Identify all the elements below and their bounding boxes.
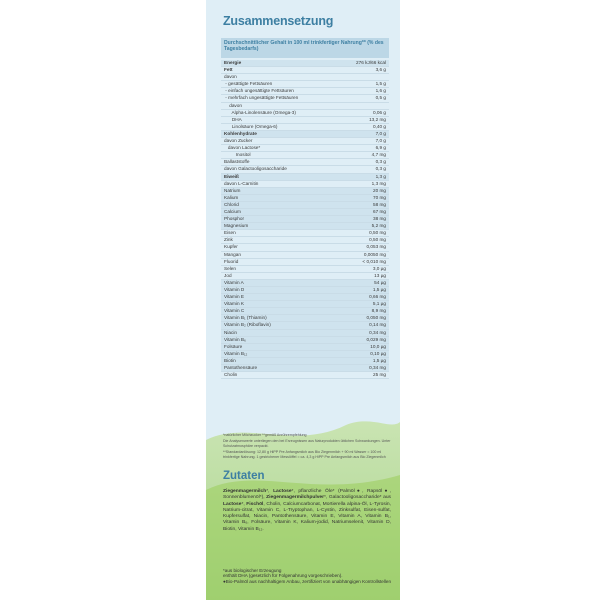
table-row — [221, 216, 389, 223]
row-label: Vitamin B₁₂ — [224, 350, 248, 356]
row-label: Alpha-Linolensäure (Omega-3) — [224, 109, 296, 115]
nutrition-panel — [206, 0, 400, 600]
row-label: - gesättigte Fettsäuren — [224, 81, 273, 87]
ingredients-title: Zutaten — [223, 470, 265, 482]
table-row — [221, 315, 389, 322]
ingredient-highlight: Lactose — [273, 489, 292, 494]
row-label: Selen — [224, 265, 236, 271]
row-value: 1,5 g — [375, 81, 386, 87]
row-label: Vitamin B₆ — [224, 336, 246, 342]
row-label: Zink — [224, 237, 233, 243]
table-row — [221, 294, 389, 301]
table-row — [221, 301, 389, 308]
ingredient-text: ● — [354, 489, 363, 494]
row-label: Niacin — [224, 329, 238, 335]
note: ●Bio-Palmöl aus nachhaltigem Anbau, zertifiziert von unabhängigen Kontrollstellen — [223, 578, 391, 584]
table-row — [221, 351, 389, 358]
row-label: Vitamin B₂ (Riboflavin) — [224, 322, 271, 328]
row-label: davon — [224, 102, 242, 108]
row-value: 0,3 g — [375, 166, 386, 172]
row-value: 0,0050 mg — [363, 251, 386, 257]
table-row — [221, 138, 389, 145]
row-value: 1,5 µg — [372, 357, 386, 363]
table-row — [221, 159, 389, 166]
row-value: 58 mg — [372, 201, 386, 207]
row-label: davon L-Carnitin — [224, 180, 259, 186]
table-row — [221, 110, 389, 117]
table-row — [221, 244, 389, 251]
row-label: davon Galactooligosaccharide — [224, 166, 287, 172]
row-label: - mehrfach ungesättigte Fettsäuren — [224, 95, 299, 101]
footnote: *natürlicher Milchzucker **gemäß Anrührempfehlung — [223, 433, 307, 437]
row-value: 0,40 g — [372, 123, 386, 129]
row-label: Jod — [224, 272, 232, 278]
table-row — [221, 174, 389, 181]
row-label: Vitamin E — [224, 294, 244, 300]
row-label: Kohlenhydrate — [224, 130, 257, 136]
table-row — [221, 266, 389, 273]
ingredient-highlight: Fischöl — [246, 501, 264, 507]
row-label: Linolsäure (Omega-6) — [224, 123, 278, 129]
row-value: 13 µg — [374, 272, 386, 278]
table-row — [221, 131, 389, 138]
table-row — [221, 223, 389, 230]
table-row — [221, 230, 389, 237]
ingredient-text: *, Galactooligosaccharide* aus — [324, 495, 391, 501]
table-row — [221, 152, 389, 159]
table-row — [221, 145, 389, 152]
row-value: 0,14 mg — [369, 322, 386, 328]
row-value: 0,50 mg — [369, 230, 386, 236]
row-label: Natrium — [224, 187, 241, 193]
table-row — [221, 202, 389, 209]
table-row — [221, 308, 389, 315]
table-row — [221, 117, 389, 124]
table-row — [221, 74, 389, 81]
row-value: 0,34 mg — [369, 365, 386, 371]
row-label: Folsäure — [224, 343, 243, 349]
row-value: 0,050 mg — [366, 315, 386, 321]
row-label: davon Lactose* — [224, 145, 261, 151]
row-value: 276 kJ/66 kcal — [356, 60, 386, 65]
row-value: 67 mg — [372, 208, 386, 214]
ingredient-text: , Sonnenblumenöl*), — [223, 489, 391, 501]
row-value: 38 mg — [372, 216, 386, 222]
row-label: Pantothensäure — [224, 365, 258, 371]
table-row — [221, 81, 389, 88]
row-label: Kupfer — [224, 244, 238, 250]
row-value: 1,6 g — [375, 88, 386, 94]
table-header: Durchschnittlicher Gehalt in 100 ml trinkfertiger Nahrung** (% des Tagesbedarfs) — [221, 38, 389, 58]
footnote: Die Analysenwerte unterliegen den bei Erzeugnissen aus Naturprodukten üblichen Schwankungen. Unter Schutzatmosphäre verpackt. — [223, 439, 391, 448]
row-value: 0,50 mg — [369, 237, 386, 243]
table-row — [221, 372, 389, 379]
row-value: 54 µg — [374, 279, 386, 285]
table-row — [221, 166, 389, 173]
table-row — [221, 287, 389, 294]
row-label: davon Zucker — [224, 138, 253, 144]
table-row — [221, 237, 389, 244]
table-row — [221, 365, 389, 372]
row-value: 0,66 mg — [369, 294, 386, 300]
row-value: 13,2 mg — [369, 116, 386, 122]
table-row — [221, 209, 389, 216]
table-row — [221, 95, 389, 102]
row-label: Magnesium — [224, 223, 249, 229]
row-value: 7,0 g — [375, 138, 386, 144]
nutrition-table — [221, 60, 389, 379]
table-row — [221, 124, 389, 131]
row-label: Kalium — [224, 194, 239, 200]
row-value: 0,053 mg — [366, 244, 386, 250]
table-row — [221, 344, 389, 351]
table-row — [221, 188, 389, 195]
row-value: 1,3 g — [375, 173, 386, 179]
table-row — [221, 259, 389, 266]
row-label: Energie — [224, 60, 242, 65]
row-label: Eiweiß — [224, 173, 239, 179]
row-label: Ballaststoffe — [224, 159, 250, 165]
page-title: Zusammensetzung — [223, 14, 334, 28]
table-row — [221, 337, 389, 344]
row-label: DHA — [224, 116, 242, 122]
row-value: 7,0 g — [375, 130, 386, 136]
ingredient-text: *, pflanzliche Öle* (Palmöl — [291, 489, 355, 494]
row-label: Mangan — [224, 251, 241, 257]
ingredient-text: , Rapsöl — [362, 489, 383, 494]
row-label: davon — [224, 74, 237, 80]
table-row — [221, 88, 389, 95]
ingredient-notes — [223, 568, 391, 584]
row-value: 1,5 µg — [372, 287, 386, 292]
table-row — [221, 103, 389, 110]
ingredient-text: *, — [266, 489, 274, 494]
footnote: **Standardanlösung: 12,80 g HiPP Pre Anfangsmilch aus Bio Ziegenmilch + 90 ml Wasser = 100 ml trinkfertige Nahrung. 1 gestrichener Messlöffel = ca. 4,3 g HiPP Pre Anfangsmilch aus Bio Ziegenmilch — [223, 450, 386, 459]
row-value: 8,9 mg — [371, 308, 386, 314]
ingredient-highlight: Ziegenmagermilch — [223, 489, 267, 494]
row-label: Chlorid — [224, 201, 239, 207]
note: enthält DHA (gesetzlich für Folgenahrung vorgeschrieben). — [223, 573, 343, 579]
row-label: Vitamin A — [224, 279, 244, 285]
ingredient-text: *, — [241, 501, 247, 507]
footnotes — [223, 433, 391, 461]
table-row — [221, 181, 389, 188]
table-row — [221, 195, 389, 202]
row-value: 5,2 mg — [371, 223, 386, 229]
table-row — [221, 280, 389, 287]
row-value: 0,3 g — [375, 159, 386, 165]
ingredient-text: , Cholin, Calciumcarbonat, Mortierella alpina-Öl, L-Tyrosin, Natrium-citrat, Vitamin C, L-Tryptophan, L-Cystin, Zinksulfat, Eisen-sulfat, Kupfersulfat, Niacin, Pantothensäure, Vitamin E, Vitamin A, Vitamin B₁, Vitamin B₆, Folsäure, Vitamin K, Kalium-jodid, Natriumselenit, Vitamin D, Biotin, Vitamin B₁₂. — [223, 501, 391, 532]
row-value: 4,7 mg — [371, 152, 386, 158]
ingredient-highlight: Lactose — [223, 501, 242, 507]
row-label: Cholin — [224, 372, 238, 378]
table-row — [221, 358, 389, 365]
table-row — [221, 67, 389, 74]
ingredient-text: ● — [382, 489, 390, 494]
row-value: 70 mg — [372, 194, 386, 200]
row-label: Inositol — [224, 152, 251, 158]
table-row — [221, 273, 389, 280]
row-value: 5,1 µg — [372, 301, 386, 307]
row-label: Calcium — [224, 208, 241, 214]
row-label: Fett — [224, 67, 233, 73]
row-value: 20 mg — [372, 187, 386, 193]
row-value: 0,06 g — [372, 109, 386, 115]
row-value: 10,0 µg — [370, 343, 386, 349]
row-value: 1,3 mg — [371, 180, 386, 186]
table-row — [221, 330, 389, 337]
ingredients-text — [223, 489, 391, 533]
ingredient-highlight: Ziegenmagermilchpulver — [266, 495, 325, 501]
row-value: 0,10 µg — [370, 350, 386, 356]
table-row — [221, 322, 389, 329]
row-label: Vitamin B₁ (Thiamin) — [224, 315, 267, 321]
row-value: < 0,010 mg — [362, 258, 386, 264]
row-label: Vitamin K — [224, 301, 244, 307]
row-value: 6,9 g — [375, 145, 386, 151]
row-label: Vitamin D — [224, 287, 245, 292]
row-value: 0,029 mg — [366, 336, 386, 342]
table-row — [221, 252, 389, 259]
row-value: 3,0 µg — [372, 265, 386, 271]
row-value: 25 mg — [372, 372, 386, 378]
row-value: 0,5 g — [375, 95, 386, 101]
row-label: Phosphor — [224, 216, 245, 222]
row-label: Biotin — [224, 357, 236, 363]
row-label: Fluorid — [224, 258, 239, 264]
note: *aus biologischer Erzeugung — [223, 568, 282, 573]
table-row — [221, 60, 389, 67]
row-label: Vitamin C — [224, 308, 245, 314]
row-label: - einfach ungesättigte Fettsäuren — [224, 88, 294, 94]
row-label: Eisen — [224, 230, 236, 236]
row-value: 0,34 mg — [369, 329, 386, 335]
row-value: 3,6 g — [375, 67, 386, 73]
